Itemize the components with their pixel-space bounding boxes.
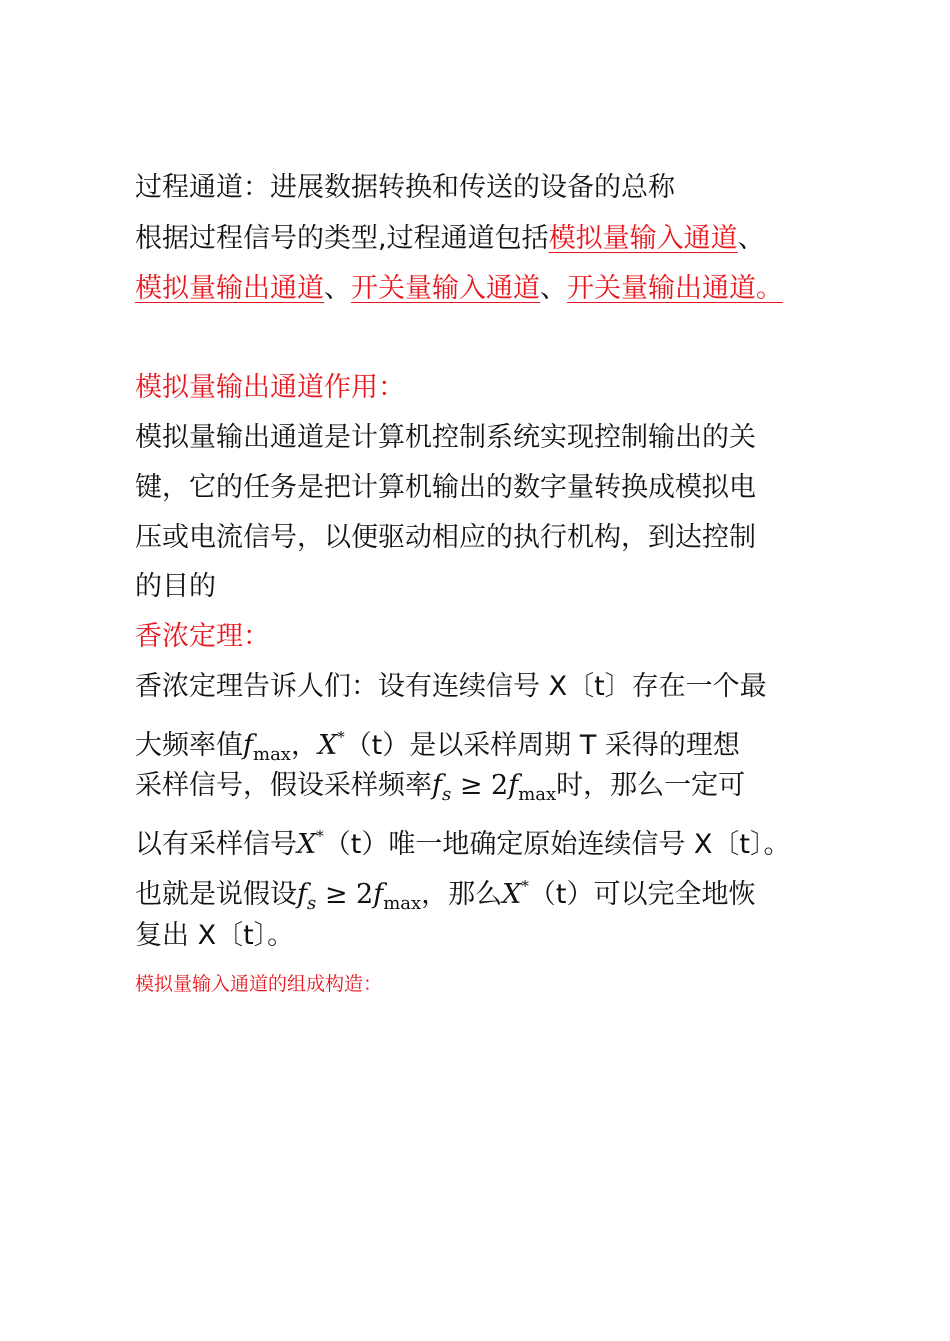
definition-line: 过程通道：进展数据转换和传送的设备的总称 xyxy=(135,172,675,203)
channel-types-line-2: 模拟量输出通道、开关量输入通道、开关量输出通道。 xyxy=(135,273,783,304)
paragraph-line: 键，它的任务是把计算机输出的数字量转换成模拟电 xyxy=(135,472,756,503)
x-star-formula: X* xyxy=(502,877,529,910)
f-max-formula: $f_{max}$ xyxy=(243,730,291,765)
sampling-condition-formula: $f_s \ge 2f_{max}$ xyxy=(432,770,557,805)
analog-input-channel-term: 模拟量输入通道 xyxy=(548,223,738,254)
heading-shannon-theorem: 香浓定理： xyxy=(135,621,270,652)
paragraph-line: 以有采样信号X*（t）唯一地确定原始连续信号 X〔t〕。 xyxy=(135,827,791,860)
paragraph-line: 的目的 xyxy=(135,571,216,602)
switch-output-channel-term: 开关量输出通道。 xyxy=(567,273,783,304)
paragraph-line: 大频率值$f_{max}$，X*（t）是以采样周期 T 采得的理想 xyxy=(135,728,740,765)
analog-output-channel-term: 模拟量输出通道 xyxy=(135,273,324,304)
sampling-condition-formula: $f_s \ge 2f_{max}$ xyxy=(297,879,422,914)
x-star-formula: X* xyxy=(317,728,345,761)
paragraph-line: 复出 X〔t〕。 xyxy=(135,920,295,951)
x-star-formula: X* xyxy=(297,827,324,860)
heading-analog-input-structure: 模拟量输入通道的组成构造： xyxy=(135,973,383,995)
paragraph-line: 也就是说假设$f_s \ge 2f_{max}$，那么X*（t）可以完全地恢 xyxy=(135,877,756,914)
paragraph-line: 采样信号，假设采样频率$f_s \ge 2f_{max}$时，那么一定可 xyxy=(135,770,746,805)
paragraph-line: 压或电流信号，以便驱动相应的执行机构，到达控制 xyxy=(135,522,756,553)
switch-input-channel-term: 开关量输入通道 xyxy=(351,273,540,304)
channel-types-line-1: 根据过程信号的类型,过程通道包括模拟量输入通道、 xyxy=(135,223,765,254)
paragraph-line: 香浓定理告诉人们：设有连续信号 X〔t〕存在一个最 xyxy=(135,671,767,702)
heading-analog-output-role: 模拟量输出通道作用： xyxy=(135,372,405,403)
paragraph-line: 模拟量输出通道是计算机控制系统实现控制输出的关 xyxy=(135,422,756,453)
